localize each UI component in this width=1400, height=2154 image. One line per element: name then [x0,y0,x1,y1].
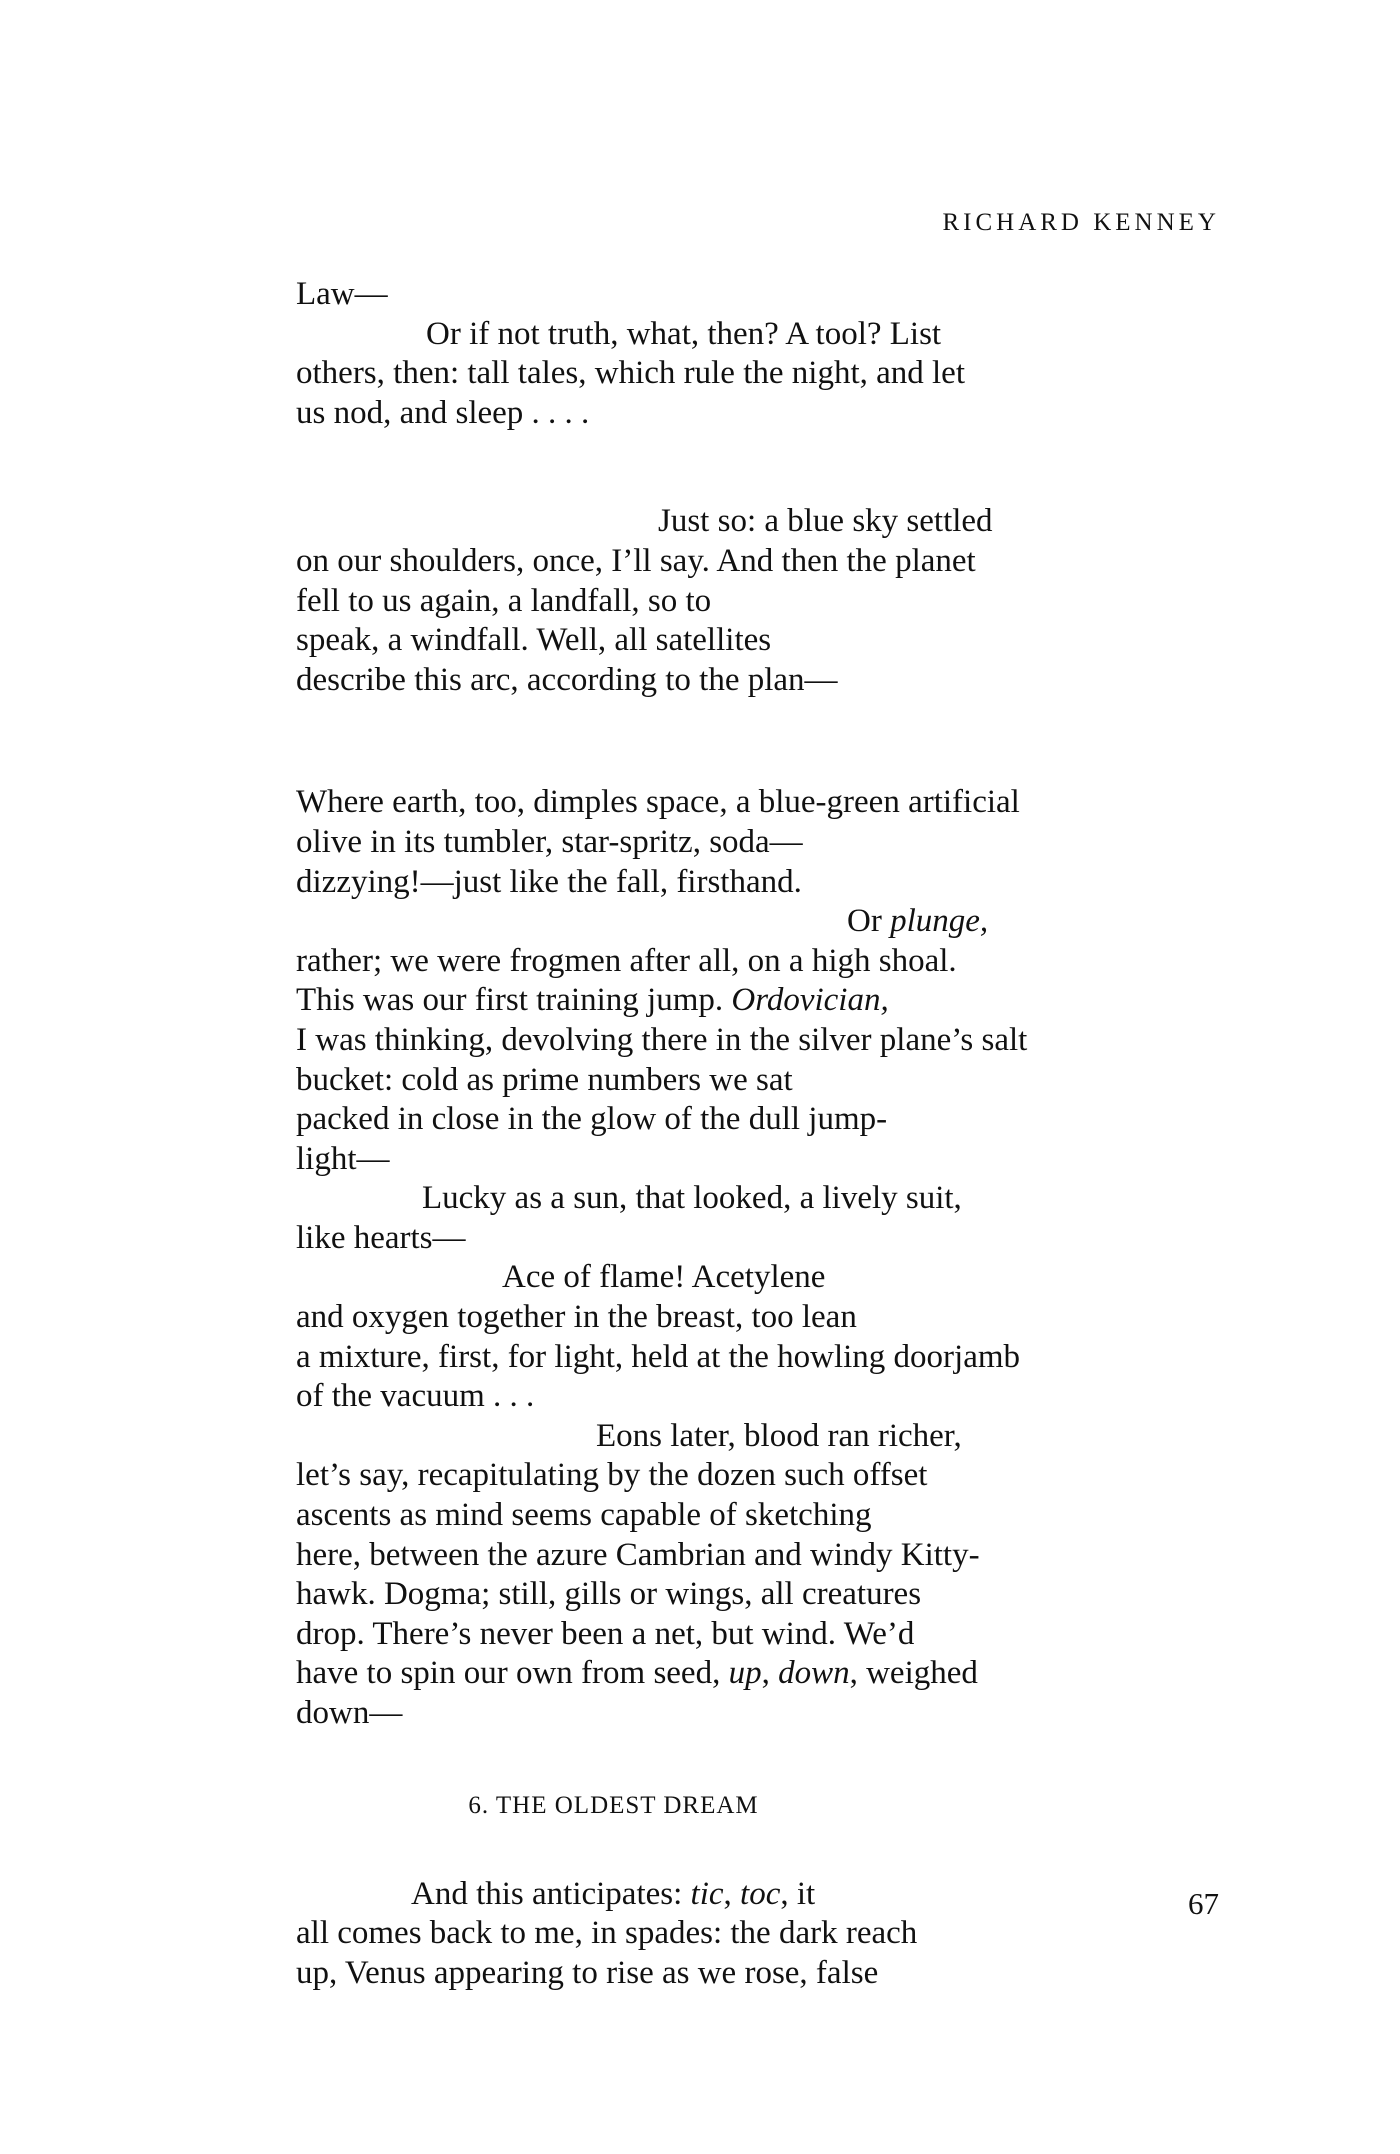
line-text: , [761,1655,779,1692]
poem-line: up, Venus appearing to rise as we rose, false [296,1954,879,1991]
poem-line: olive in its tumbler, star-spritz, soda— [296,823,803,860]
poem-line: ascents as mind seems capable of sketching [296,1497,872,1534]
poem-line: Or if not truth, what, then? A tool? List [426,315,942,352]
poem-line: drop. There’s never been a net, but wind. We’d [296,1615,915,1652]
line-text: This was our first training jump. [296,982,732,1019]
poem-line: others, then: tall tales, which rule the night, and let [296,355,965,392]
page-number: 67 [1188,1886,1219,1921]
italic-word: plunge, [890,903,989,940]
poem-line: let’s say, recapitulating by the dozen such offset [296,1457,928,1494]
poem-line: light— [296,1140,390,1177]
poem-line: dizzying!—just like the fall, firsthand. [296,863,802,900]
poem-line [296,981,1216,1021]
poem-line [296,1875,1216,1915]
line-text: have to spin our own from seed, [296,1655,729,1692]
line-text: , [723,1875,741,1912]
line-text: , weighed [849,1655,978,1692]
poem-line: a mixture, first, for light, held at the howling doorjamb [296,1338,1021,1375]
stanza-break [296,700,1216,783]
poem-line: all comes back to me, in spades: the dark reach [296,1915,918,1952]
poem-line: of the vacuum . . . [296,1378,535,1415]
stanza-4 [296,1875,1216,1994]
poem-line: Eons later, blood ran richer, [596,1417,962,1454]
poem-body [296,275,1216,1993]
poem-line: fell to us again, a landfall, so to [296,582,712,619]
poem-line: down— [296,1695,403,1731]
stanza-3 [296,783,1216,1733]
stanza-break [296,433,1216,502]
poem-line: Lucky as a sun, that looked, a lively suit, [422,1180,962,1217]
poem-line: Where earth, too, dimples space, a blue-green artificial [296,784,1020,821]
italic-word: down [778,1655,850,1692]
section-heading: 6. THE OLDEST DREAM [468,1791,759,1819]
poem-line [296,1654,1216,1694]
poem-line: Just so: a blue sky settled [658,503,993,540]
italic-word: tic [690,1875,724,1912]
poem-line: describe this arc, according to the plan— [296,661,838,698]
stanza-1 [296,275,1216,433]
line-text: Or [847,903,891,940]
poem-line: speak, a windfall. Well, all satellites [296,622,772,659]
line-text: And this anticipates: [411,1875,691,1912]
poem-line: and oxygen together in the breast, too lean [296,1299,857,1336]
poem-line: us nod, and sleep . . . . [296,394,590,431]
poem-line: like hearts— [296,1219,466,1256]
poem-line: packed in close in the glow of the dull jump- [296,1101,888,1138]
poem-line: bucket: cold as prime numbers we sat [296,1061,793,1098]
poem-line: Law— [296,276,388,312]
poem-line: hawk. Dogma; still, gills or wings, all creatures [296,1576,922,1613]
italic-word: up [728,1655,762,1692]
poem-line: I was thinking, devolving there in the silver plane’s salt [296,1021,1028,1058]
poem-line: here, between the azure Cambrian and windy Kitty- [296,1536,980,1573]
italic-word: toc [740,1875,781,1912]
poem-line: on our shoulders, once, I’ll say. And then the planet [296,542,976,579]
poem-line: rather; we were frogmen after all, on a high shoal. [296,942,957,979]
italic-word: Ordovician, [731,982,889,1019]
poem-line [296,902,1216,942]
line-text: , it [780,1875,816,1912]
running-head: RICHARD KENNEY [942,209,1220,236]
stanza-2 [296,502,1216,700]
poem-line: Ace of flame! Acetylene [502,1259,826,1296]
